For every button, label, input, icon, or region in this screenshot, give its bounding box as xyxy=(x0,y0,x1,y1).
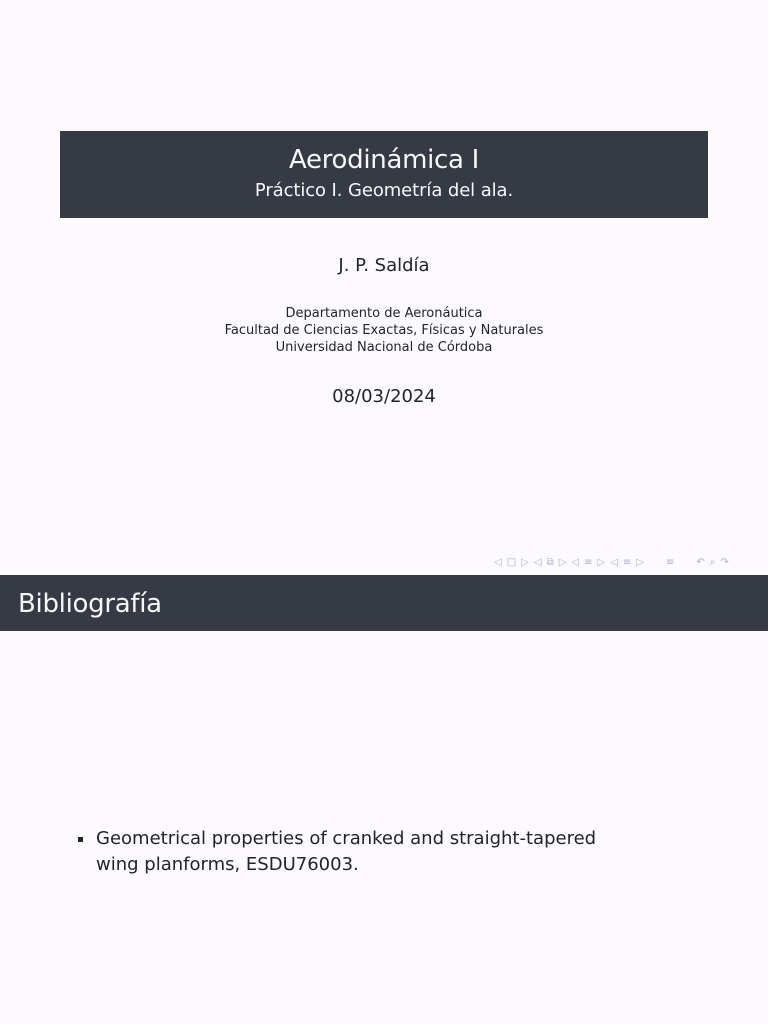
bibliography-list xyxy=(78,826,638,878)
institute-university: Universidad Nacional de Córdoba xyxy=(275,340,493,355)
section-right-icon[interactable]: ▷ xyxy=(597,557,606,568)
title-box xyxy=(60,131,708,218)
subsection-icon[interactable]: ⧉ xyxy=(546,557,554,568)
slide-title: Aerodinámica I xyxy=(288,145,479,175)
institute-faculty: Facultad de Ciencias Exactas, Físicas y Naturales xyxy=(224,323,544,338)
subsection-left-icon[interactable]: ◁ xyxy=(533,557,542,568)
nav-right-triangle-icon[interactable]: ▷ xyxy=(521,557,529,568)
subsection-right-icon[interactable]: ▷ xyxy=(558,557,567,568)
beamer-navigation-bar[interactable] xyxy=(494,555,764,571)
bibliography-title: Bibliografía xyxy=(18,589,162,619)
forward-icon[interactable]: ↷ xyxy=(720,557,729,568)
back-icon[interactable]: ↶ xyxy=(696,557,705,568)
search-icon[interactable]: ⌕ xyxy=(709,557,716,568)
presentation-left-icon[interactable]: ◁ xyxy=(610,557,618,568)
presentation-date: 08/03/2024 xyxy=(332,386,436,407)
institute-department: Departamento de Aeronáutica xyxy=(285,306,483,321)
slide-subtitle: Práctico I. Geometría del ala. xyxy=(254,180,514,201)
institute-block xyxy=(0,305,768,356)
frame-title-bar xyxy=(0,575,768,631)
bibliography-entry-text: Geometrical properties of cranked and straight-tapered wing planforms, ESDU76003. xyxy=(96,828,597,875)
section-icon[interactable]: ≡ xyxy=(584,557,593,568)
nav-left-triangle-icon[interactable]: ◁ xyxy=(494,557,502,568)
frame-icon[interactable]: □ xyxy=(506,557,517,568)
presentation-right-icon[interactable]: ▷ xyxy=(636,557,644,568)
outline-icon[interactable]: ≡ xyxy=(666,557,675,568)
author-name: J. P. Saldía xyxy=(338,255,430,276)
square-bullet-icon xyxy=(78,837,83,842)
presentation-icon[interactable]: ≡ xyxy=(622,557,632,568)
section-left-icon[interactable]: ◁ xyxy=(571,557,580,568)
bibliography-item xyxy=(78,826,638,878)
bibliography-slide xyxy=(0,575,768,1024)
